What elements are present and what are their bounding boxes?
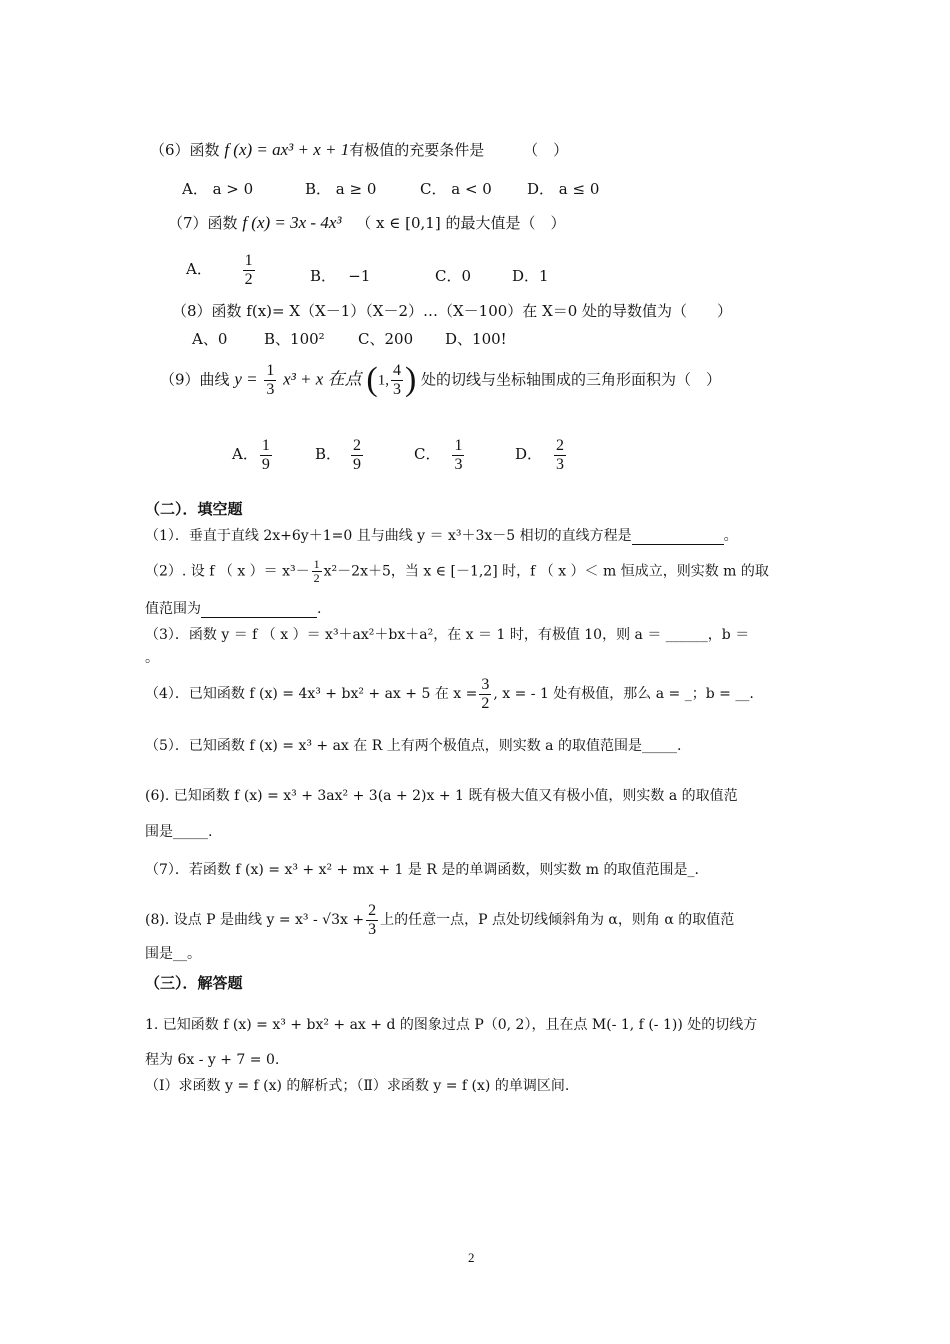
q9-option-c [414, 437, 466, 473]
q7-option-a-denominator: 2 [244, 270, 253, 288]
q9-middle: x³ + x 在点 [283, 369, 362, 389]
section-3-title: （三）．解答题 [145, 974, 243, 992]
q6-option-c: C． a < 0 [420, 180, 492, 198]
q7-option-a-numerator: 1 [244, 252, 253, 269]
fill-4-text-b: , x = - 1 处有极值，那么 a = _；b = __. [493, 686, 754, 703]
q8-option-a: A、0 [192, 330, 228, 348]
question-7 [168, 213, 565, 233]
question-6 [150, 140, 568, 160]
q9-option-a-fraction [260, 437, 272, 473]
q9-option-d-label: D． [515, 445, 543, 464]
problem-1: 1. 已知函数 f (x) = x³ + bx² + ax + d 的图象过点 P（0, 2），且在点 M(- 1, f (- 1)) 处的切线方 [145, 1017, 758, 1033]
q9-fraction [264, 362, 276, 398]
q6-suffix: 有极值的充要条件是 [349, 141, 485, 159]
q9-option-a [232, 437, 274, 473]
fill-8-continued: 围是__。 [145, 946, 201, 962]
fill-2-fraction [312, 558, 322, 585]
q9-option-b-fraction [351, 437, 363, 473]
q6-option-b: B． a ≥ 0 [305, 180, 377, 198]
fill-4 [145, 676, 754, 712]
q9-option-d-denominator: 3 [556, 455, 565, 473]
q9-option-a-label: A． [232, 445, 258, 464]
fill-8-numerator: 2 [368, 902, 377, 919]
fill-4-text-a: （4）．已知函数 f (x) = 4x³ + bx² + ax + 5 在 x = [145, 686, 478, 703]
q9-option-a-denominator: 9 [261, 455, 270, 473]
problem-1-parts: （Ⅰ）求函数 y = f (x) 的解析式；（Ⅱ）求函数 y = f (x) 的单调区间. [145, 1078, 570, 1094]
q9-point-fraction [391, 362, 403, 398]
problem-1-continued: 程为 6x - y + 7 = 0. [145, 1052, 280, 1068]
q9-option-c-denominator: 3 [454, 455, 463, 473]
fill-2-end: . [317, 601, 322, 617]
q9-option-a-numerator: 1 [261, 437, 270, 454]
fill-2-continued [145, 601, 321, 618]
q9-fraction-denominator: 3 [266, 380, 275, 398]
fill-6-continued: 围是_____. [145, 824, 213, 840]
q6-formula: f (x) = ax³ + x + 1 [224, 140, 350, 159]
fill-3: （3）．函数 y ＝ f （ x ）＝ x³＋ax²＋bx＋a²，在 x ＝ 1 时，有极值 10，则 a ＝ ______，b ＝ [145, 627, 750, 643]
q7-prefix: （7）函数 [168, 214, 243, 232]
fill-8-text-a: (8). 设点 P 是曲线 y = x³ - √3x + [145, 912, 365, 929]
q9-point-numerator: 4 [392, 362, 401, 380]
fill-2-blank [201, 603, 317, 618]
fill-1-end: 。 [723, 528, 738, 544]
fill-2-text-c: 值范围为 [145, 601, 201, 617]
fill-1 [145, 528, 738, 545]
fill-1-text: （1）．垂直于直线 2x+6y＋1=0 且与曲线 y ＝ x³＋3x－5 相切的直线方程是 [145, 528, 632, 544]
q6-option-a: A． a > 0 [182, 180, 254, 198]
fill-2-text-a: （2）. 设 f （ x ）＝ x³－ [145, 563, 310, 580]
question-8: （8）函数 f(x)= X（X－1）（X－2）…（X－100）在 X＝0 处的导数值为（ ） [172, 302, 733, 320]
q9-option-b-numerator: 2 [353, 437, 362, 454]
fill-2-text-b: x²－2x＋5，当 x ∈ [－1,2] 时，f （ x ）＜ m 恒成立，则实数 m 的取 [323, 563, 769, 580]
fill-1-blank [632, 530, 724, 545]
fill-7: （7）．若函数 f (x) = x³ + x² + mx + 1 是 R 是的单调函数，则实数 m 的取值范围是_. [145, 862, 699, 878]
q7-option-a-fraction [243, 252, 255, 288]
q9-option-d [515, 437, 568, 473]
q9-option-c-numerator: 1 [454, 437, 463, 454]
q9-option-b-label: B． [315, 445, 342, 464]
q8-option-d: D、100! [445, 330, 507, 348]
fill-4-numerator: 3 [481, 676, 490, 693]
q9-option-d-fraction [554, 437, 566, 473]
q6-answer-paren: （ ） [523, 141, 569, 159]
fill-8-text-b: 上的任意一点，P 点处切线倾斜角为 α，则角 α 的取值范 [380, 912, 735, 929]
fill-4-denominator: 2 [481, 694, 490, 712]
fill-6: (6). 已知函数 f (x) = x³ + 3ax² + 3(a + 2)x + 1 既有极大值又有极小值，则实数 a 的取值范 [145, 788, 738, 804]
q6-prefix: （6）函数 [150, 141, 225, 159]
q7-option-a-label: A． [186, 260, 212, 279]
q9-y-eq: y = [234, 369, 258, 389]
fill-5: （5）．已知函数 f (x) = x³ + ax 在 R 上有两个极值点，则实数 a 的取值范围是_____. [145, 738, 682, 754]
q7-formula: f (x) = 3x - 4x³ [242, 213, 342, 232]
q9-option-c-fraction [452, 437, 464, 473]
fill-8-fraction [366, 902, 378, 938]
question-9 [160, 360, 721, 401]
fill-2 [145, 558, 769, 585]
fill-2-numerator: 1 [313, 557, 320, 571]
q9-suffix: 处的切线与坐标轴围成的三角形面积为（ ） [421, 370, 722, 389]
q9-option-c-label: C． [414, 445, 441, 464]
q9-point-denominator: 3 [392, 380, 401, 398]
q8-option-b: B、100² [264, 330, 325, 348]
q7-option-b: B． −1 [310, 267, 371, 285]
q9-option-b-denominator: 9 [353, 455, 362, 473]
q9-prefix: （9）曲线 [160, 370, 235, 389]
q8-option-c: C、200 [358, 330, 414, 348]
q7-condition: （ x ∈ [0,1] 的最大值是（ ） [356, 214, 566, 232]
fill-8 [145, 902, 734, 938]
q9-left-paren: ( [366, 361, 378, 398]
fill-8-denominator: 3 [368, 920, 377, 938]
fill-4-fraction [479, 676, 491, 712]
q7-option-c: C．0 [435, 267, 472, 285]
fill-2-denominator: 2 [313, 571, 320, 586]
fill-3-end: 。 [145, 650, 159, 666]
q9-option-d-numerator: 2 [556, 437, 565, 454]
section-2-title: （二）．填空题 [145, 500, 243, 518]
q6-option-d: D． a ≤ 0 [527, 180, 600, 198]
q7-option-d: D．1 [512, 267, 549, 285]
q9-right-paren: ) [404, 361, 417, 398]
q7-option-a [186, 252, 257, 288]
page-number: 2 [468, 1250, 475, 1265]
q9-point-x: 1, [377, 372, 389, 389]
q9-option-b [315, 437, 365, 473]
q9-fraction-numerator: 1 [266, 362, 275, 380]
